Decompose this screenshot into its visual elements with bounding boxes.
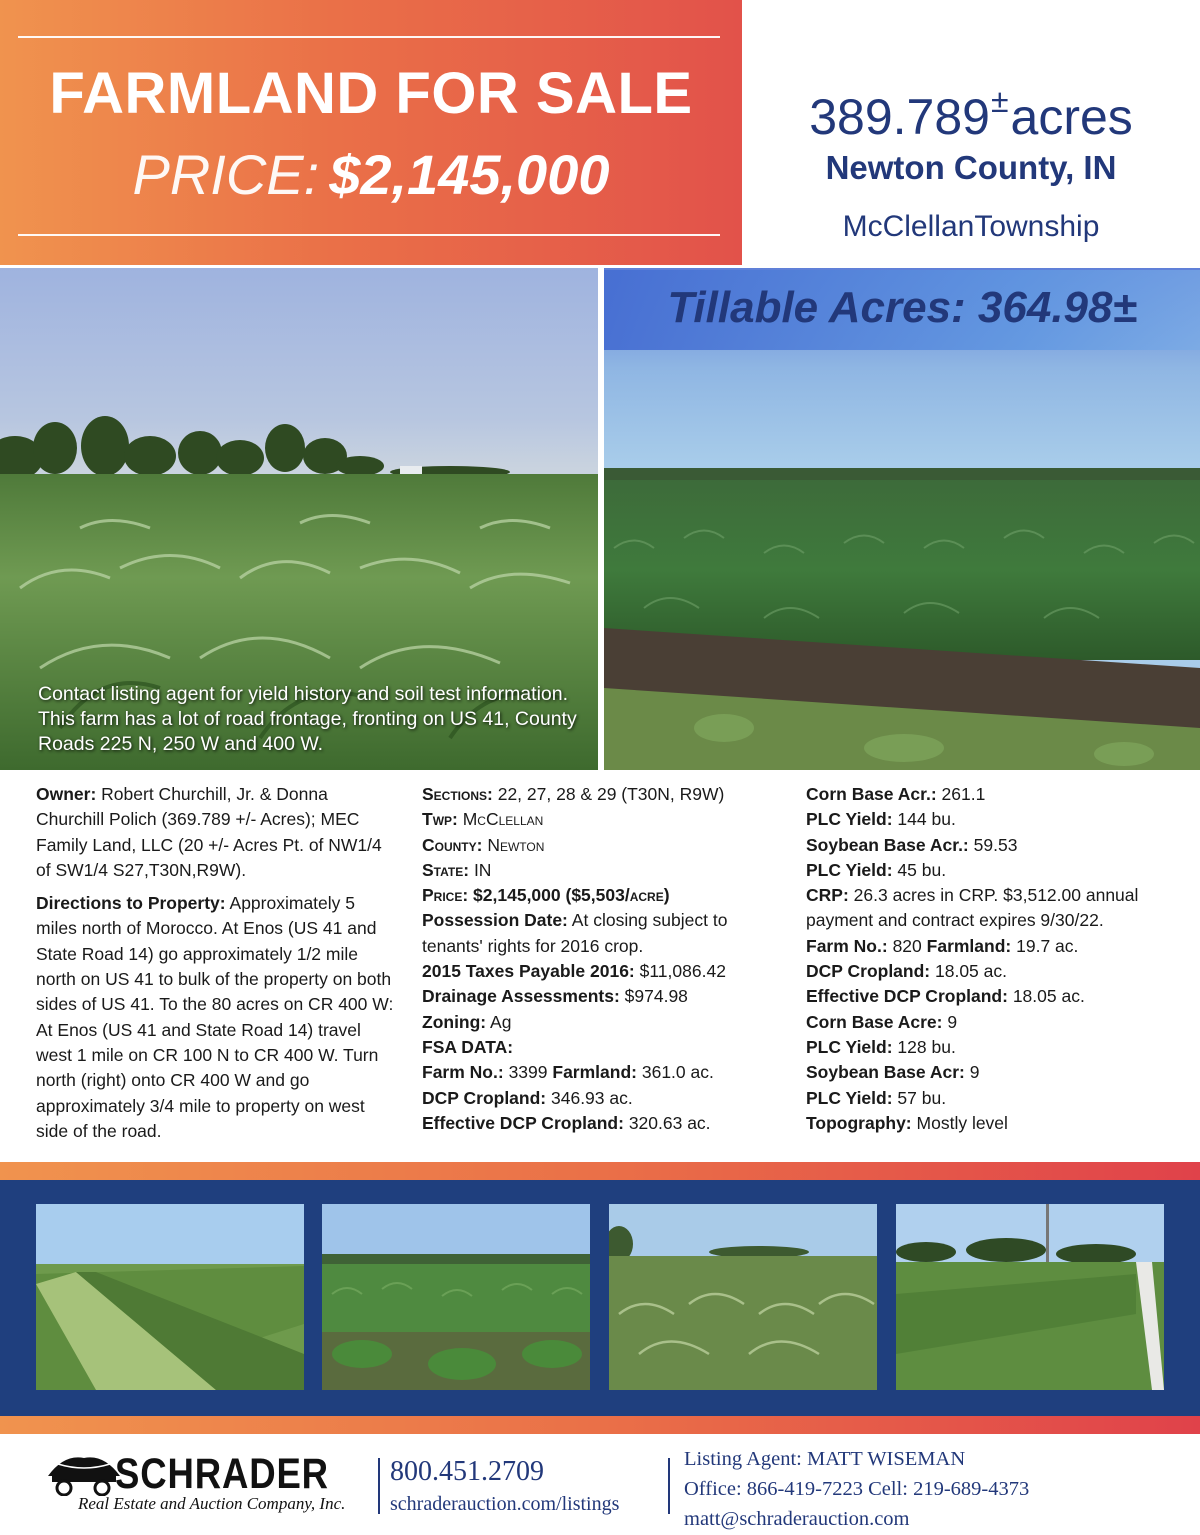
detail-label: PLC Yield: [806,859,893,880]
detail-value: At closing subject to tenants' rights for 2016 crop. [422,910,728,956]
detail-value: 144 bu. [897,809,956,830]
headline-banner [0,0,742,265]
detail-label: Corn Base Acre: [806,1011,943,1032]
detail-value: 820 [892,935,922,956]
detail-row [806,934,1186,959]
detail-value: 128 bu. [897,1036,956,1057]
gallery-photo-2 [322,1204,590,1390]
owner-directions-column [36,782,396,1144]
detail-label: PLC Yield: [806,1036,893,1057]
plus-minus-sign: ± [990,83,1009,119]
county-name: Newton County, IN [825,149,1117,186]
property-details-column [422,782,782,1136]
detail-value: 3399 [508,1062,548,1083]
detail-value: 261.1 [941,784,986,804]
detail-label: Effective DCP Cropland: [422,1112,624,1133]
detail-value: $2,145,000 ($5,503/acre) [473,885,670,906]
detail-row [806,1086,1186,1111]
township-name: McClellanTownship [842,210,1100,243]
detail-label: Price: [422,885,469,906]
detail-value: IN [473,859,492,880]
detail-row [422,984,782,1009]
detail-row [806,1060,1186,1085]
owner-label: Owner: [36,784,97,804]
detail-value: McClellan [462,809,544,830]
detail-row [806,1010,1186,1035]
detail-label: DCP Cropland: [422,1087,547,1108]
detail-value: 57 bu. [897,1087,947,1108]
headline-title: FARMLAND FOR SALE [49,61,693,126]
gallery-photo-4 [896,1204,1164,1390]
price-value: $2,145,000 [329,143,610,206]
detail-row [422,858,782,883]
detail-label: Drainage Assessments: [422,986,620,1007]
detail-row [422,807,782,832]
detail-value: 22, 27, 28 & 29 (T30N, R9W) [497,784,725,804]
detail-value: 9 [947,1011,958,1032]
price-line [0,140,742,210]
detail-label: Possession Date: [422,910,568,931]
detail-label: DCP Cropland: [806,961,931,982]
detail-label: Corn Base Acr.: [806,784,937,804]
owner-value: Robert Churchill, Jr. & Donna Churchill Polich (369.789 +/- Acres); MEC Family Land, LLC (20 +/- Acres Pt. of NW1/4 of SW1/4 S27,T30N,R9W). [36,784,382,880]
price-label: PRICE: [132,143,320,206]
tillable-acres: Tillable Acres: 364.98± [667,283,1137,332]
total-acres [742,70,1200,148]
detail-value: 361.0 ac. [641,1062,714,1083]
detail-value: 346.93 ac. [551,1087,633,1108]
detail-value: Newton [487,834,545,855]
directions-paragraph [36,891,396,1144]
agent-name: Listing Agent: MATT WISEMAN [684,1448,966,1470]
detail-row [806,883,1186,934]
detail-row [422,782,782,807]
detail-row [806,858,1186,883]
detail-label: State: [422,859,470,880]
gallery-photo-3 [609,1204,877,1390]
logo-wordmark: SCHRADER [115,1450,329,1498]
detail-value: $11,086.42 [639,961,726,982]
fsa-details-column [806,782,1186,1136]
detail-value: 18.05 ac. [935,961,1007,982]
detail-value: 59.53 [973,834,1018,855]
detail-row [422,908,782,959]
detail-row [806,782,1186,807]
agent-email-link[interactable]: matt@schraderauction.com [684,1508,910,1530]
acreage-box [742,0,1200,265]
detail-label: Sections: [422,784,493,804]
detail-label: Farmland: [926,935,1012,956]
detail-value: 9 [969,1062,980,1083]
detail-label: Effective DCP Cropland: [806,986,1008,1007]
detail-row [806,1111,1186,1136]
detail-row [422,1060,782,1085]
detail-label: Topography: [806,1112,912,1133]
acres-unit: acres [1010,89,1133,145]
gallery-photo-1 [36,1204,304,1390]
detail-value: 18.05 ac. [1012,986,1085,1007]
directions-value: Approximately 5 miles north of Morocco. At Enos (US 41 and State Road 14) go approximately 1/2 mile north on US 41 to bulk of the property on both sides of US 41. To the 80 acres on CR 400 W: At Enos (US 41 and State Road 14) travel west 1 mile on CR 100 N to CR 400 W. Turn north (right) onto CR 400 W and go approximately 3/4 mile to property on west side of the road. [36,893,394,1141]
acres-number: 389.789 [809,89,990,145]
covered-wagon-icon [44,1452,124,1496]
footer-divider-1 [378,1458,380,1514]
detail-row [806,984,1186,1009]
agent-phones[interactable]: Office: 866-419-7223 Cell: 219-689-4373 [684,1478,1030,1500]
company-website-link[interactable]: schraderauction.com/listings [390,1493,620,1515]
detail-row [806,1035,1186,1060]
photo-caption: Contact listing agent for yield history and soil test information. This farm has a lot of road frontage, fronting on US 41, County Roads 225 N, 250 W and 400 W. [38,683,577,755]
detail-value: 45 bu. [897,859,947,880]
detail-row [806,807,1186,832]
detail-row [422,1035,782,1060]
gallery-stripe-bottom [0,1416,1200,1434]
detail-value: 320.63 ac. [628,1112,711,1133]
detail-row [422,883,782,908]
gallery-stripe-top [0,1162,1200,1180]
detail-value: $974.98 [624,986,688,1007]
detail-label: 2015 Taxes Payable 2016: [422,961,635,982]
detail-label: PLC Yield: [806,1087,893,1108]
detail-label: CRP: [806,885,849,906]
detail-row [422,1111,782,1136]
company-phone[interactable]: 800.451.2709 [390,1456,544,1487]
logo-tagline: Real Estate and Auction Company, Inc. [78,1494,346,1513]
banner-rule-bottom [18,234,720,236]
detail-value: Mostly level [916,1112,1008,1133]
detail-label: Farm No.: [806,935,888,956]
detail-row [422,1010,782,1035]
detail-value: 19.7 ac. [1016,935,1079,956]
detail-label: FSA DATA: [422,1036,514,1057]
detail-label: PLC Yield: [806,809,893,830]
detail-label: Twp: [422,809,458,830]
detail-row [806,833,1186,858]
detail-label: Farmland: [552,1062,637,1083]
owner-paragraph [36,782,396,883]
directions-label: Directions to Property: [36,893,226,914]
detail-value: Ag [490,1011,512,1032]
detail-label: Soybean Base Acr: [806,1062,965,1083]
footer-divider-2 [668,1458,670,1514]
agent-contact [684,1444,1029,1534]
detail-label: County: [422,834,483,855]
detail-label: Zoning: [422,1011,487,1032]
banner-rule-top [18,36,720,38]
detail-row [422,833,782,858]
detail-label: Farm No.: [422,1062,504,1083]
detail-row [422,1086,782,1111]
detail-label: Soybean Base Acr.: [806,834,969,855]
detail-value: 26.3 acres in CRP. $3,512.00 annual payment and contract expires 9/30/22. [806,885,1139,931]
detail-row [806,959,1186,984]
detail-row [422,959,782,984]
